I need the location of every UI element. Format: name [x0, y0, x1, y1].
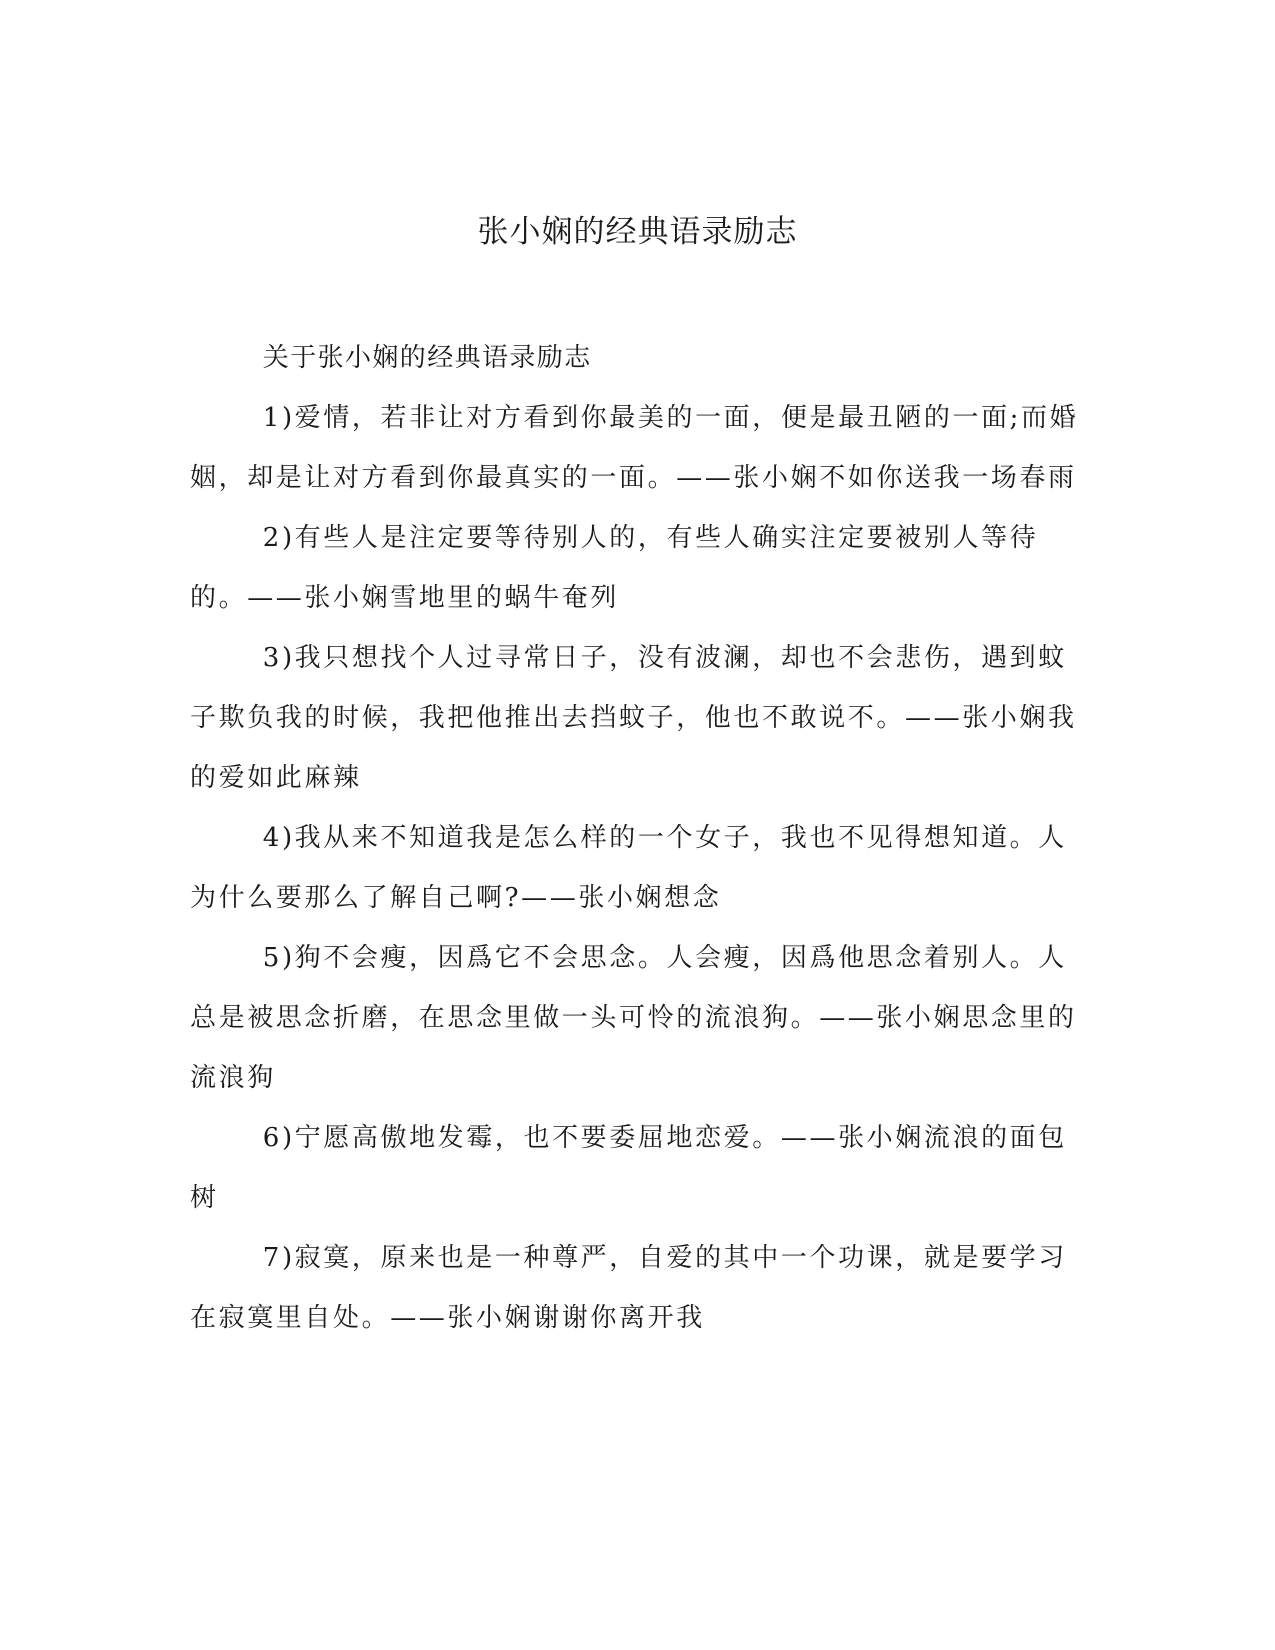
document-title: 张小娴的经典语录励志 [477, 214, 798, 250]
quote-paragraph-4: 4)我从来不知道我是怎么样的一个女子，我也不见得想知道。人为什么要那么了解自己啊?——张小娴想念 [190, 823, 1067, 913]
quote-paragraph-6: 6)宁愿高傲地发霉，也不要委屈地恋爱。——张小娴流浪的面包树 [190, 1123, 1067, 1213]
quote-paragraph-1: 1)爱情，若非让对方看到你最美的一面，便是最丑陋的一面;而婚姻，却是让对方看到你最真实的一面。——张小娴不如你送我一场春雨 [190, 403, 1079, 493]
quote-paragraph-3: 3)我只想找个人过寻常日子，没有波澜，却也不会悲伤，遇到蚊子欺负我的时候，我把他推出去挡蚊子，他也不敢说不。——张小娴我的爱如此麻辣 [190, 643, 1077, 793]
intro-paragraph: 关于张小娴的经典语录励志 [262, 343, 592, 373]
document-body [190, 328, 1080, 1348]
quote-paragraph-7: 7)寂寞，原来也是一种尊严，自爱的其中一个功课，就是要学习在寂寞里自处。——张小娴谢谢你离开我 [190, 1243, 1067, 1333]
quote-paragraph-5: 5)狗不会瘦，因爲它不会思念。人会瘦，因爲他思念着别人。人总是被思念折磨，在思念里做一头可怜的流浪狗。——张小娴思念里的流浪狗 [190, 943, 1077, 1093]
quote-paragraph-2: 2)有些人是注定要等待别人的，有些人确实注定要被别人等待的。——张小娴雪地里的蜗牛奄列 [190, 523, 1039, 613]
